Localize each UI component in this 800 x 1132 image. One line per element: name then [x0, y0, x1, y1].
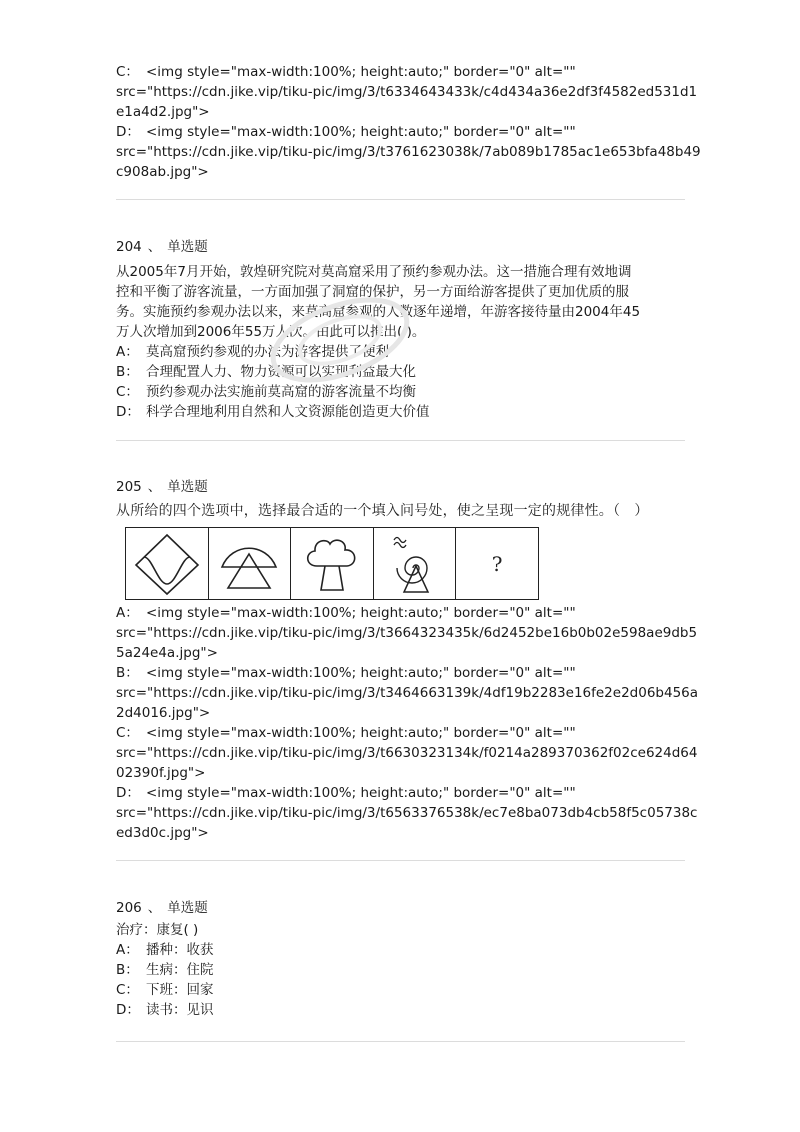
option-text: 2d4016.jpg"> — [116, 705, 211, 721]
question-type: 单选题 — [167, 239, 208, 255]
option-text: <img style="max-width:100%; height:auto;" border="0" alt="" — [146, 665, 576, 681]
option-label: A： — [116, 344, 139, 360]
option-text: 生病：住院 — [146, 962, 214, 978]
q206-stem: 治疗：康复( ) — [116, 922, 199, 938]
q205-instruction: 从所给的四个选项中，选择最合适的一个填入问号处，使之呈现一定的规律性。（ ） — [116, 503, 649, 519]
q206-header — [116, 898, 208, 918]
q206-option-b[interactable] — [116, 960, 696, 980]
option-text: ed3d0c.jpg"> — [116, 825, 209, 841]
q205-header — [116, 477, 208, 497]
option-label: C： — [116, 64, 139, 80]
spiral-figure — [380, 532, 450, 596]
figure-cell-1 — [126, 528, 209, 599]
cloud-cup-figure — [297, 532, 367, 596]
option-text: <img style="max-width:100%; height:auto;" border="0" alt="" — [146, 124, 576, 140]
divider — [116, 860, 685, 861]
option-text: src="https://cdn.jike.vip/tiku-pic/img/3/t3464663139k/4df19b2283e16fe2e2d06b456a — [116, 685, 699, 701]
option-label: C： — [116, 384, 139, 400]
figure-cell-3 — [291, 528, 374, 599]
separator: 、 — [147, 900, 162, 916]
question-number: 205 — [116, 479, 142, 495]
option-label: D： — [116, 124, 140, 140]
option-label: B： — [116, 962, 139, 978]
option-text: 科学合理地利用自然和人文资源能创造更大价值 — [146, 404, 430, 420]
q204-stem-line: 万人次增加到2006年55万人次。由此可以推出( )。 — [116, 324, 426, 340]
option-text: 莫高窟预约参观的办法为游客提供了便利 — [146, 344, 389, 360]
option-label: C： — [116, 982, 139, 998]
q206-option-a[interactable] — [116, 940, 696, 960]
option-text: <img style="max-width:100%; height:auto;" border="0" alt="" — [146, 64, 576, 80]
separator: 、 — [147, 239, 162, 255]
q206-option-c[interactable] — [116, 980, 696, 1000]
option-text: <img style="max-width:100%; height:auto;" border="0" alt="" — [146, 605, 576, 621]
q203-option-d — [116, 122, 696, 142]
q205-option-c[interactable] — [116, 723, 696, 743]
q204-header — [116, 237, 208, 257]
divider — [116, 440, 685, 441]
option-label: A： — [116, 605, 139, 621]
q206-option-d[interactable] — [116, 1000, 696, 1020]
q204-stem-line: 从2005年7月开始，敦煌研究院对莫高窟采用了预约参观办法。这一措施合理有效地调 — [116, 264, 632, 280]
option-label: D： — [116, 1002, 140, 1018]
question-number: 206 — [116, 900, 142, 916]
option-text: src="https://cdn.jike.vip/tiku-pic/img/3/t3761623038k/7ab089b1785ac1e653bfa48b49 — [116, 144, 701, 160]
figure-cell-4 — [374, 528, 457, 599]
option-label: D： — [116, 404, 140, 420]
q205-figure-row — [125, 527, 539, 600]
q204-option-b[interactable] — [116, 362, 696, 382]
option-label: A： — [116, 942, 139, 958]
q204-stem-line: 务。实施预约参观办法以来，来莫高窟参观的人数逐年递增，年游客接待量由2004年45 — [116, 304, 641, 320]
separator: 、 — [147, 479, 162, 495]
option-text: 5a24e4a.jpg"> — [116, 645, 218, 661]
arch-triangle-figure — [214, 532, 284, 596]
divider — [116, 199, 685, 200]
q205-option-a[interactable] — [116, 603, 696, 623]
option-text: src="https://cdn.jike.vip/tiku-pic/img/3/t6563376538k/ec7e8ba073db4cb58f5c05738c — [116, 805, 698, 821]
option-text: 合理配置人力、物力资源可以实现利益最大化 — [146, 364, 416, 380]
question-type: 单选题 — [167, 479, 208, 495]
question-mark: ? — [491, 551, 503, 576]
question-type: 单选题 — [167, 900, 208, 916]
option-label: C： — [116, 725, 139, 741]
q204-option-d[interactable] — [116, 402, 696, 422]
option-label: B： — [116, 665, 139, 681]
option-text: src="https://cdn.jike.vip/tiku-pic/img/3/t6334643433k/c4d434a36e2df3f4582ed531d1 — [116, 84, 698, 100]
option-text: 预约参观办法实施前莫高窟的游客流量不均衡 — [146, 384, 416, 400]
option-text: c908ab.jpg"> — [116, 164, 209, 180]
q204-option-a[interactable] — [116, 342, 696, 362]
q204-stem-line: 控和平衡了游客流量，一方面加强了洞窟的保护，另一方面给游客提供了更加优质的服 — [116, 284, 629, 300]
option-text: 下班：回家 — [146, 982, 214, 998]
question-number: 204 — [116, 239, 142, 255]
option-text: e1a4d2.jpg"> — [116, 104, 210, 120]
option-text: 播种：收获 — [146, 942, 214, 958]
option-text: <img style="max-width:100%; height:auto;" border="0" alt="" — [146, 785, 576, 801]
option-text: 读书：见识 — [146, 1002, 214, 1018]
option-text: src="https://cdn.jike.vip/tiku-pic/img/3/t3664323435k/6d2452be16b0b02e598ae9db5 — [116, 625, 698, 641]
figure-cell-5 — [456, 528, 538, 599]
option-text: src="https://cdn.jike.vip/tiku-pic/img/3/t6630323134k/f0214a289370362f02ce624d64 — [116, 745, 698, 761]
option-text: <img style="max-width:100%; height:auto;" border="0" alt="" — [146, 725, 576, 741]
figure-cell-2 — [209, 528, 292, 599]
q205-option-b[interactable] — [116, 663, 696, 683]
q204-option-c[interactable] — [116, 382, 696, 402]
option-label: D： — [116, 785, 140, 801]
diamond-curve-figure — [132, 532, 202, 596]
option-text: 02390f.jpg"> — [116, 765, 206, 781]
q203-option-c — [116, 62, 696, 82]
q205-option-d[interactable] — [116, 783, 696, 803]
option-label: B： — [116, 364, 139, 380]
divider — [116, 1041, 685, 1042]
